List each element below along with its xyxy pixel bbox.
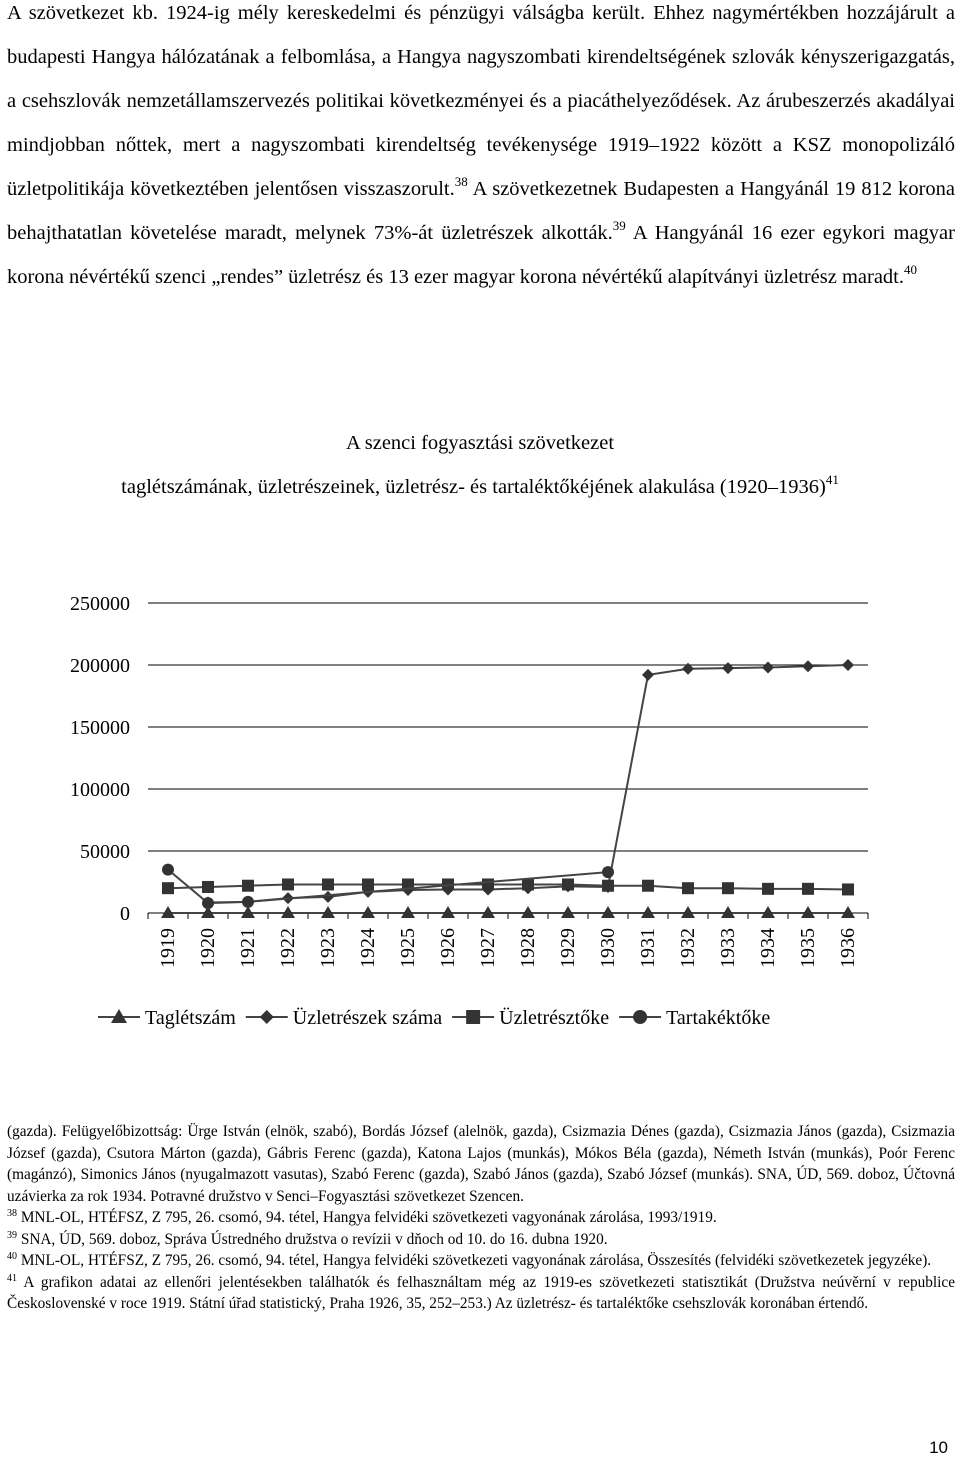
- x-tick-label: 1927: [477, 928, 499, 968]
- data-point: [762, 883, 774, 895]
- y-tick-label: 250000: [70, 593, 130, 615]
- data-point: [842, 659, 854, 671]
- data-point: [762, 661, 774, 673]
- footnote-41: [7, 1272, 955, 1315]
- footnote-text: MNL-OL, HTÉFSZ, Z 795, 26. csomó, 94. tétel, Hangya felvidéki szövetkezeti vagyonának zárolása, Összesítés (felvidéki szövetkezetek jegyzéke).: [17, 1252, 932, 1269]
- data-point: [362, 878, 374, 890]
- footnotes: [7, 1121, 955, 1315]
- data-point: [162, 864, 174, 876]
- chart-title-line1: A szenci fogyasztási szövetkezet: [345, 432, 615, 454]
- footnote-39: [7, 1229, 955, 1251]
- data-point: [642, 880, 654, 892]
- x-tick-label: 1935: [797, 928, 819, 968]
- data-point: [722, 882, 734, 894]
- chart-title-line2: [0, 472, 960, 499]
- data-point: [162, 882, 174, 894]
- footnote-text: A grafikon adatai az ellenőri jelentésekben találhatók és felhasználtam még az 1919-es szövetkezeti statisztikát (Družstva neúvěrní v republice Československé v roce 1919. Státní úřad statistický, Praha 1926, 35, 252–253.) Az üzletrész- és tartaléktőke csehszlovák koronában értendő.: [7, 1273, 955, 1312]
- body-text-segment: A szövetkezet kb. 1924-ig mély kereskedelmi és pénzügyi válságba került. Ehhez nagymértékben hozzájárult a budapesti Hangya hálózatának a felbomlása, a Hangya nagyszombati kirendeltségének szlovák kényszerigazgatás, a csehszlovák nemzetállamszervezés politikai következményei és a piacáthelyeződések. Az árubeszerzés akadályai mindjobban nőttek, mert a nagyszombati kirendeltség tevékenysége 1919–1922 között a KSZ monopolizáló üzletpolitikája következtében jelentősen visszaszorult.: [7, 2, 955, 200]
- footnote-38: [7, 1207, 955, 1229]
- y-tick-label: 200000: [70, 655, 130, 677]
- footnote-ref[interactable]: 40: [904, 262, 918, 277]
- x-tick-label: 1934: [757, 928, 779, 968]
- legend-label: Taglétszám: [145, 1007, 236, 1029]
- footnote-ref[interactable]: 39: [612, 218, 626, 233]
- x-tick-label: 1921: [237, 928, 259, 968]
- x-tick-label: 1925: [397, 928, 419, 968]
- footnote-intro: (gazda). Felügyelőbizottság: Ürge István (elnök, szabó), Bordás József (alelnök, gazda), Csizmazia Dénes (gazda), Csizmazia János (gazda), Csizmazia József (gazda), Csutora Márton (gazda), Gábris Ferenc (gazda), Katona Lajos (munkás), Mókos Béla (gazda), Németh István (munkás), Poór Ferenc (magánzó), Simonics János (nyugalmazott vasutas), Szabó Ferenc (gazda), Szabó János (gazda), Szabó József (munkás). SNA, ÚD, 569. doboz, Účtovná uzávierka za rok 1934. Potravné družstvo v Senci–Fogyasztási szövetkezet Szencen.: [7, 1123, 955, 1205]
- x-tick-label: 1924: [357, 928, 379, 968]
- page-number: 10: [929, 1438, 948, 1457]
- data-point: [202, 897, 214, 909]
- data-point: [242, 880, 254, 892]
- x-tick-label: 1931: [637, 928, 659, 968]
- line-chart: [0, 560, 960, 1050]
- data-point: [802, 660, 814, 672]
- data-point: [322, 878, 334, 890]
- data-point: [202, 881, 214, 893]
- series-line: [208, 665, 848, 902]
- x-tick-label: 1933: [717, 928, 739, 968]
- footnote-ref[interactable]: 41: [825, 472, 839, 487]
- data-point: [602, 866, 614, 878]
- footnote-40: [7, 1250, 955, 1272]
- footnote-text: SNA, ÚD, 569. doboz, Správa Ústredného družstva o revízii v dňoch od 10. do 16. dubna 1920.: [17, 1230, 608, 1248]
- data-point: [722, 662, 734, 674]
- body-paragraph: [7, 0, 955, 299]
- x-tick-label: 1920: [197, 928, 219, 968]
- x-tick-label: 1936: [837, 928, 859, 968]
- footnote-text: MNL-OL, HTÉFSZ, Z 795, 26. csomó, 94. tétel, Hangya felvidéki szövetkezeti vagyonának zárolása, 1993/1919.: [17, 1209, 717, 1226]
- body-text-segment: A szövetkezetnek Budapesten a Hangyánál 19 812 korona behajthatatlan követelése maradt, melynek 73%-át üzletrészek alkották.: [7, 178, 956, 244]
- y-tick-label: 100000: [70, 779, 130, 801]
- data-point: [282, 878, 294, 890]
- footnote-number: 40: [7, 1251, 17, 1262]
- y-tick-label: 50000: [80, 841, 130, 863]
- body-text-segment: A Hangyánál 16 ezer egykori magyar korona névértékű szenci „rendes” üzletrész és 13 ezer magyar korona névértékű alapítványi üzletrész maradt.: [7, 222, 955, 288]
- data-point: [322, 891, 334, 903]
- x-tick-label: 1922: [277, 928, 299, 968]
- data-point: [602, 880, 614, 892]
- legend-label: Tartakéktőke: [666, 1007, 771, 1029]
- x-tick-label: 1930: [597, 928, 619, 968]
- footnote-number: 41: [7, 1272, 17, 1284]
- x-tick-label: 1932: [677, 928, 699, 968]
- data-point: [522, 878, 534, 890]
- legend-label: Üzletrésztőke: [499, 1007, 610, 1029]
- legend-marker: [260, 1010, 274, 1024]
- data-point: [482, 878, 494, 890]
- x-tick-label: 1919: [157, 928, 179, 968]
- x-tick-label: 1923: [317, 928, 339, 968]
- footnote-number: 38: [7, 1208, 17, 1219]
- legend-label: Üzletrészek száma: [292, 1007, 443, 1029]
- x-tick-label: 1928: [517, 928, 539, 968]
- data-point: [682, 882, 694, 894]
- x-tick-label: 1926: [437, 928, 459, 968]
- y-tick-label: 150000: [70, 717, 130, 739]
- chart-title-text: taglétszámának, üzletrészeinek, üzletrész- és tartaléktőkéjének alakulása (1920–1936): [121, 476, 826, 498]
- data-point: [802, 883, 814, 895]
- data-point: [242, 896, 254, 908]
- data-point: [642, 669, 654, 681]
- footnote-ref[interactable]: 38: [454, 174, 468, 189]
- footnote-number: 39: [7, 1229, 17, 1241]
- legend-marker: [466, 1010, 480, 1024]
- x-tick-label: 1929: [557, 928, 579, 968]
- y-tick-label: 0: [120, 903, 130, 925]
- data-point: [842, 883, 854, 895]
- legend-marker: [633, 1010, 647, 1024]
- data-point: [562, 878, 574, 890]
